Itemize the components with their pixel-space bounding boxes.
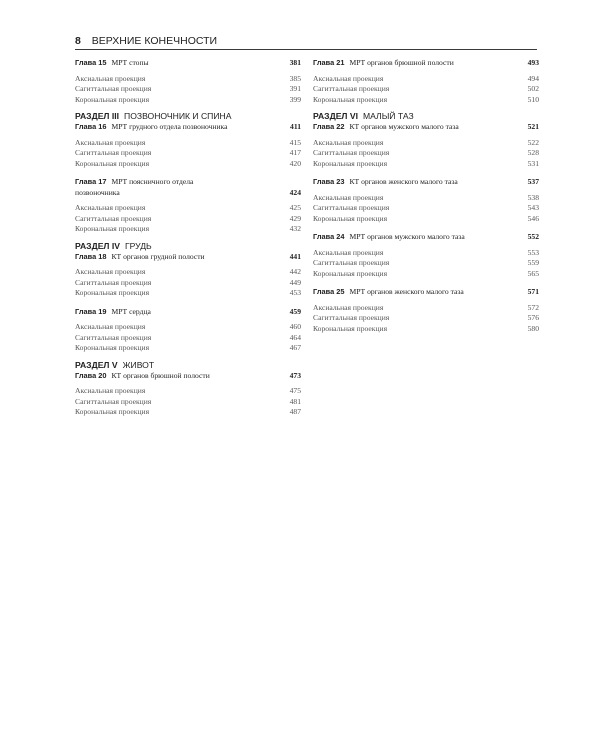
part-label: РАЗДЕЛ IV [75,240,120,251]
chapter-title: КТ органов грудной полости [111,251,205,261]
chapter-page: 424 [289,187,301,197]
sub-page: 399 [289,94,301,104]
chapter-page: 552 [527,232,539,241]
toc-sub-entry[interactable] [313,74,539,85]
sub-page: 487 [289,407,301,416]
chapter-title: МРТ органов мужского малого таза [349,232,465,241]
toc-chapter-entry[interactable] [75,307,301,318]
sub-page: 464 [289,332,301,342]
sub-page: 576 [527,313,539,322]
chapter-label: Глава 24 [313,232,345,241]
chapter-page: 441 [289,251,301,261]
chapter-title-line2: позвоночника [75,187,120,197]
part-heading [75,359,301,371]
sub-page: 467 [289,343,301,352]
sub-title: Сагиттальная проекция [313,148,390,157]
toc-chapter-entry[interactable] [313,287,539,298]
chapter-title: МРТ стопы [111,58,149,67]
chapter-title: МРТ сердца [111,306,151,316]
toc-sub-entry[interactable] [75,148,301,159]
chapter-title: МРТ органов женского малого таза [349,287,464,296]
toc-chapter-entry[interactable] [75,177,301,188]
sub-title: Корональная проекция [75,343,150,352]
chapter-label: Глава 19 [75,306,107,316]
sub-page: 494 [527,73,539,83]
spacer [313,169,539,177]
sub-title: Аксиальная проекция [75,73,146,83]
toc-sub-entry[interactable] [313,148,539,159]
sub-page: 429 [289,213,301,223]
spacer [75,169,301,177]
toc-sub-entry[interactable] [75,74,301,85]
toc-chapter-entry[interactable] [313,232,539,243]
toc-sub-entry[interactable] [313,203,539,214]
spacer [75,299,301,307]
sub-title: Корональная проекция [313,323,388,333]
sub-title: Корональная проекция [313,158,388,168]
sub-page: 449 [289,277,301,287]
toc-sub-entry[interactable] [313,84,539,95]
toc-column-right [313,58,539,334]
sub-page: 417 [289,148,301,157]
chapter-title: МРТ грудного отдела позвоночника [111,122,228,131]
part-label: РАЗДЕЛ III [75,111,120,121]
sub-page: 510 [527,94,539,104]
toc-sub-entry[interactable] [313,313,539,324]
sub-title: Корональная проекция [313,268,388,278]
toc-sub-entry[interactable] [313,193,539,204]
toc-sub-entry[interactable] [313,138,539,149]
sub-page: 385 [289,73,301,83]
part-title: ГРУДЬ [124,240,152,251]
toc-sub-entry[interactable] [75,203,301,214]
sub-page: 415 [289,137,301,147]
toc-sub-entry[interactable] [313,214,539,225]
sub-page: 432 [289,224,301,233]
chapter-title: КТ органов мужского малого таза [349,122,459,131]
chapter-label: Глава 18 [75,251,107,261]
sub-page: 565 [527,268,539,278]
sub-page: 502 [527,84,539,93]
toc-sub-entry[interactable] [75,224,301,235]
sub-title: Аксиальная проекция [75,386,146,395]
sub-title: Корональная проекция [313,94,388,104]
sub-page: 546 [527,213,539,223]
sub-title: Сагиттальная проекция [313,313,390,322]
sub-page: 528 [527,148,539,157]
toc-sub-entry[interactable] [75,407,301,418]
toc-sub-entry[interactable] [313,159,539,170]
sub-page: 442 [289,267,301,276]
toc-sub-entry[interactable] [75,288,301,299]
chapter-label: Глава 22 [313,122,345,131]
page-number: 8 [75,35,81,47]
toc-sub-entry[interactable] [75,343,301,354]
chapter-label: Глава 15 [75,58,107,67]
sub-page: 522 [527,137,539,147]
toc-sub-entry[interactable] [75,333,301,344]
part-label: РАЗДЕЛ VI [313,111,358,121]
sub-page: 420 [289,158,301,168]
sub-page: 481 [289,396,301,406]
chapter-label: Глава 21 [313,58,345,67]
toc-chapter-entry[interactable] [313,122,539,133]
chapter-title: МРТ органов брюшной полости [349,58,454,67]
sub-page: 391 [289,84,301,93]
toc-chapter-entry[interactable] [313,58,539,69]
toc-sub-entry[interactable] [75,214,301,225]
chapter-title: КТ органов женского малого таза [349,177,458,186]
toc-sub-entry[interactable] [75,386,301,397]
toc-chapter-entry[interactable] [313,177,539,188]
part-title: МАЛЫЙ ТАЗ [362,111,414,121]
sub-page: 543 [527,203,539,212]
sub-title: Аксиальная проекция [313,192,384,202]
section-title: ВЕРХНИЕ КОНЕЧНОСТИ [91,35,218,47]
chapter-label: Глава 20 [75,370,107,380]
sub-title: Аксиальная проекция [313,137,384,147]
sub-title: Сагиттальная проекция [75,148,152,157]
sub-title: Аксиальная проекция [313,302,384,312]
toc-chapter-entry-cont[interactable] [75,188,301,199]
sub-title: Сагиттальная проекция [313,258,390,267]
toc-chapter-entry[interactable] [75,371,301,382]
chapter-page: 381 [289,58,301,67]
part-title: ПОЗВОНОЧНИК И СПИНА [124,111,232,121]
toc-sub-entry[interactable] [313,248,539,259]
toc-chapter-entry[interactable] [75,122,301,133]
part-heading [313,110,539,122]
sub-title: Аксиальная проекция [75,137,146,147]
toc-sub-entry[interactable] [313,269,539,280]
sub-title: Сагиттальная проекция [75,277,152,287]
toc-sub-entry[interactable] [75,84,301,95]
sub-page: 475 [289,386,301,395]
chapter-page: 571 [527,287,539,296]
sub-title: Сагиттальная проекция [75,213,152,223]
sub-title: Корональная проекция [75,94,150,104]
toc-chapter-entry[interactable] [75,58,301,69]
sub-title: Сагиттальная проекция [313,84,390,93]
toc-sub-entry[interactable] [75,138,301,149]
sub-page: 460 [289,322,301,331]
sub-title: Корональная проекция [75,407,150,416]
chapter-page: 537 [527,177,539,186]
part-title: ЖИВОТ [122,359,155,370]
sub-title: Корональная проекция [75,288,150,297]
part-heading [75,110,301,122]
sub-title: Аксиальная проекция [75,203,146,212]
toc-chapter-entry[interactable] [75,252,301,263]
toc-sub-entry[interactable] [75,159,301,170]
chapter-label: Глава 16 [75,122,107,131]
sub-page: 559 [527,258,539,267]
chapter-page: 473 [289,370,301,380]
toc-sub-entry[interactable] [313,95,539,106]
sub-title: Сагиттальная проекция [75,84,152,93]
sub-page: 538 [527,192,539,202]
toc-sub-entry[interactable] [75,397,301,408]
spacer [313,279,539,287]
toc-sub-entry[interactable] [75,267,301,278]
toc-column-left [75,58,301,418]
toc-sub-entry[interactable] [313,258,539,269]
chapter-page: 459 [289,306,301,316]
part-label: РАЗДЕЛ V [75,359,118,370]
sub-title: Аксиальная проекция [75,267,146,276]
chapter-label: Глава 17 [75,177,107,186]
header-rule [75,49,537,50]
sub-title: Корональная проекция [75,224,150,233]
sub-page: 580 [527,323,539,333]
toc-sub-entry[interactable] [313,324,539,335]
spacer [313,224,539,232]
chapter-label: Глава 23 [313,177,345,186]
chapter-title: МРТ поясничного отдела [111,177,194,186]
sub-title: Сагиттальная проекция [75,332,152,342]
sub-page: 531 [527,158,539,168]
chapter-title: КТ органов брюшной полости [111,370,210,380]
sub-page: 425 [289,203,301,212]
sub-title: Корональная проекция [313,213,388,223]
sub-title: Аксиальная проекция [313,73,384,83]
sub-title: Сагиттальная проекция [75,396,152,406]
toc-sub-entry[interactable] [313,303,539,314]
sub-title: Аксиальная проекция [313,247,384,257]
chapter-page: 411 [290,122,301,131]
chapter-page: 521 [527,122,539,131]
sub-page: 453 [289,288,301,297]
chapter-page: 493 [527,58,539,67]
sub-page: 572 [527,302,539,312]
sub-title: Сагиттальная проекция [313,203,390,212]
toc-sub-entry[interactable] [75,278,301,289]
toc-sub-entry[interactable] [75,95,301,106]
sub-title: Корональная проекция [75,158,150,168]
toc-sub-entry[interactable] [75,322,301,333]
sub-title: Аксиальная проекция [75,322,146,331]
sub-page: 553 [527,247,539,257]
chapter-label: Глава 25 [313,287,345,296]
part-heading [75,240,301,252]
